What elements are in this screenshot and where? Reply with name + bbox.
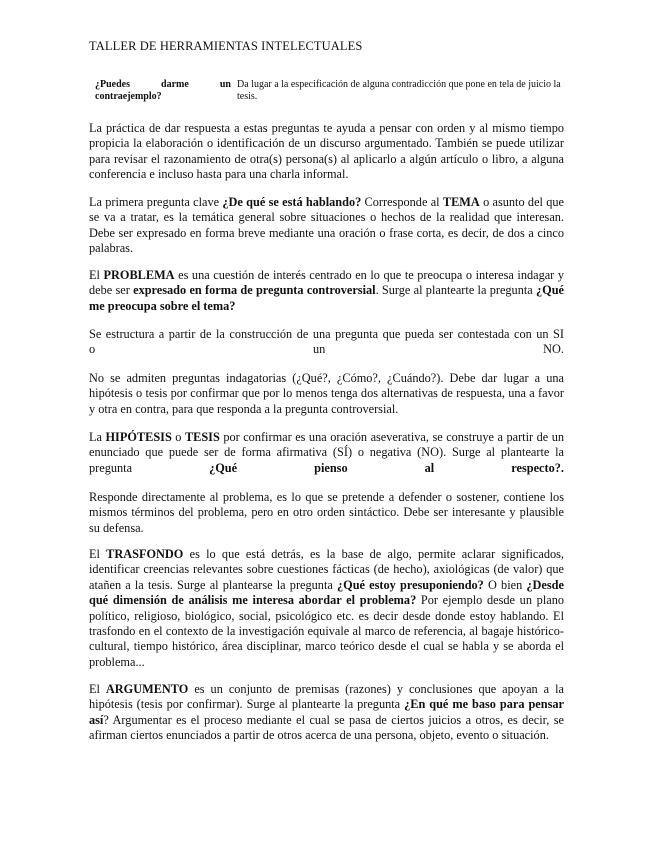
text-run: es lo que está detrás, es la base de algo, permite aclarar significados, identificar creencias relevantes sobre cuestiones fácticas (de hecho), axiológicas (de valor) que atañen a la tesis. Surge al plantearse la pregunta xyxy=(89,547,564,592)
paragraph-responde: Responde directamente al problema, es lo que se pretende a defender o sostener, contiene los mismos términos del problema, pero en otro orden sintáctico. Debe ser interesante y plausible su defensa. xyxy=(89,490,564,535)
text-run: Corresponde al xyxy=(361,195,443,209)
text-line xyxy=(89,461,564,476)
bold-term: TRASFONDO xyxy=(106,547,184,561)
text-run: por confirmar es una oración aseverativa, se construye a partir de un enunciado que puede ser de forma afirmativa (SÍ) o negativa (NO). Surge al plantearte la xyxy=(89,430,564,460)
text-run: El xyxy=(89,268,104,282)
table-question-word: darme xyxy=(161,79,189,90)
text-run: es un conjunto de premisas (razones) y conclusiones que apoyan a la hipótesis (tesis por confirmar). Surge al plantearte la pregunta xyxy=(89,682,564,712)
bold-word: ¿Qué xyxy=(209,460,238,475)
bold-term: TEMA xyxy=(442,195,480,209)
text-run: La primera pregunta clave xyxy=(89,195,223,209)
bold-question: ¿Qué estoy presuponiendo? xyxy=(337,577,484,592)
bold-question: ¿De qué se está hablando? xyxy=(222,195,362,209)
bold-question: ¿Qué me preocupa sobre el tema? xyxy=(89,283,565,313)
table-answer-cell: Da lugar a la especificación de alguna contradicción que pone en tela de juicio la tesis. xyxy=(237,79,561,102)
paragraph-hipotesis xyxy=(89,430,564,476)
paragraph-problema xyxy=(89,268,564,314)
paragraph-indagatorias: No se admiten preguntas indagatorias (¿Qué?, ¿Cómo?, ¿Cuándo?). Debe dar lugar a una hipótesis o tesis por confirmar que por lo menos tenga dos alternativas de respuesta, una a favor y otra en contra, para que responda a la pregunta controversial. xyxy=(89,371,564,416)
paragraph-intro: La práctica de dar respuesta a estas preguntas te ayuda a pensar con orden y al mismo tiempo propicia la elaboración o identificación de un discurso argumentado. También se puede utilizar para revisar el razonamiento de otra(s) persona(s) al aplicarlo a algún artículo o libro, a alguna conferencia e incluso hasta para una charla informal. xyxy=(89,121,564,182)
bold-term: TESIS xyxy=(184,430,220,444)
bold-term: ARGUMENTO xyxy=(105,682,189,696)
bold-question: ¿En qué me baso para pensar así xyxy=(89,697,564,727)
paragraph-trasfondo xyxy=(89,547,564,670)
paragraph-tema xyxy=(89,195,564,257)
page-header: TALLER DE HERRAMIENTAS INTELECTUALES xyxy=(89,39,363,53)
text-run: o xyxy=(171,430,185,444)
paragraph-argumento xyxy=(89,682,564,744)
paragraph-estructura xyxy=(89,327,564,358)
text-run: es una cuestión de interés centrado en lo que te preocupa o interesa indagar y debe ser xyxy=(89,268,564,298)
table-question-word: un xyxy=(219,79,231,90)
table-question-line xyxy=(95,79,231,91)
bold-term: PROBLEMA xyxy=(103,268,175,282)
text-word: un xyxy=(313,342,326,357)
text-run: El xyxy=(89,682,106,696)
table-question-cell xyxy=(95,79,231,103)
table-question-word: ¿Puedes xyxy=(95,79,130,90)
table-question-line: contraejemplo? xyxy=(95,91,162,102)
text-run: . Surge al plantearte la pregunta xyxy=(375,283,536,298)
bold-term: HIPÓTESIS xyxy=(105,430,172,444)
text-run: Por ejemplo desde un plano político, religioso, biológico, social, psicológico etc. es decir desde donde estoy hablando. El trasfondo en el contexto de la investigación equivale al marco de referencia, al bagaje histórico-cultural, tiempo histórico, área disciplinar, marco teórico desde el cual se habla y se aborda el problema... xyxy=(89,593,564,669)
bold-word: al xyxy=(424,460,435,475)
text-block xyxy=(89,430,564,461)
text-word: NO. xyxy=(543,342,564,357)
bold-question: ¿Desde qué dimensión de análisis me interesa abordar el problema? xyxy=(89,577,564,608)
bold-word: respecto?. xyxy=(511,460,564,475)
text-run: La xyxy=(89,430,106,444)
text-line xyxy=(89,342,564,357)
text-run: o asunto del que se va a tratar, es la temática general sobre situaciones o hechos de la realidad que interesan. Debe ser expresado en forma breve mediante una oración o frase corta, es decir, de dos a cinco palabras. xyxy=(89,195,564,256)
bold-word: pienso xyxy=(314,460,348,475)
text-run: ? Argumentar es el proceso mediante el cual se pasa de ciertos juicios a otros, es decir, se afirman ciertos enunciados a partir de otros acerca de una persona, objeto, evento o situación. xyxy=(89,712,564,743)
text-line: Se estructura a partir de la construcción de una pregunta que pueda ser contestada con un SI xyxy=(89,327,564,341)
bold-phrase: expresado en forma de pregunta controversial xyxy=(133,283,376,298)
text-word: pregunta xyxy=(89,460,133,475)
text-run: El xyxy=(89,547,107,561)
text-run: O bien xyxy=(483,577,527,592)
text-word: o xyxy=(89,342,96,357)
